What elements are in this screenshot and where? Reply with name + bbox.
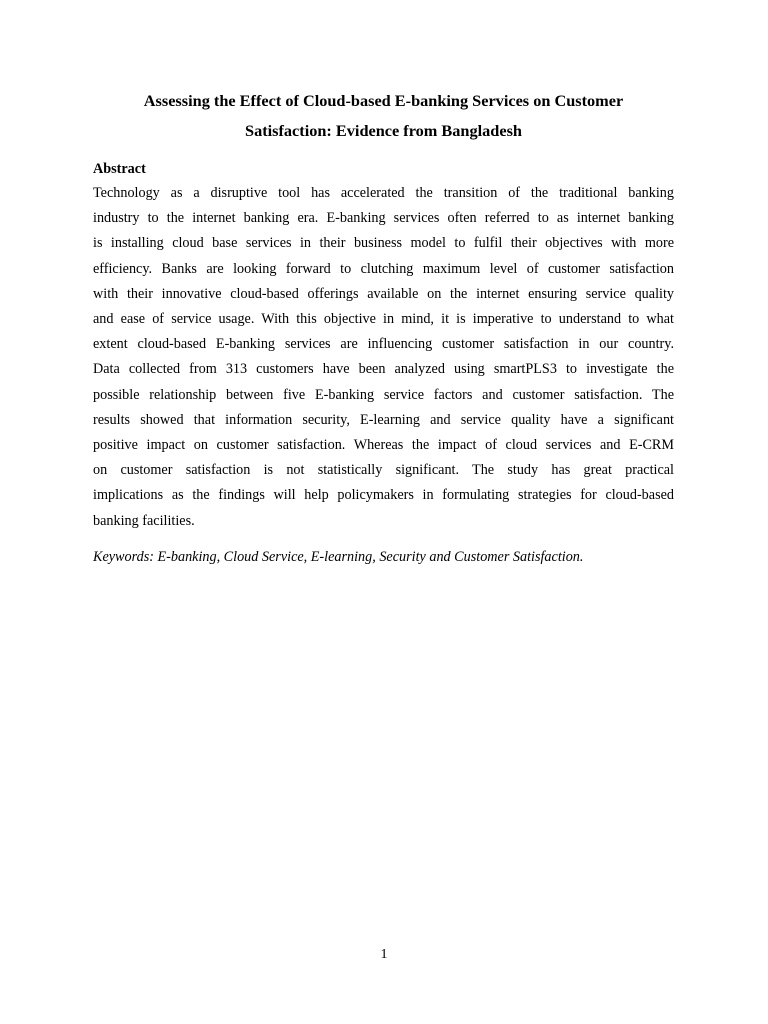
abstract-line: Data collected from 313 customers have been analyzed using smartPLS3 to investigate the (93, 361, 674, 378)
abstract-line: with their innovative cloud-based offerings available on the internet ensuring service quality (93, 285, 674, 302)
abstract-line: extent cloud-based E-banking services are influencing customer satisfaction in our country. (93, 336, 674, 353)
page-number: 1 (380, 947, 388, 962)
abstract-line: on customer satisfaction is not statistically significant. The study has great practical (93, 462, 674, 479)
abstract-line: industry to the internet banking era. E-banking services often referred to as internet banking (93, 210, 674, 227)
keywords: Keywords: E-banking, Cloud Service, E-learning, Security and Customer Satisfaction. (93, 549, 584, 565)
abstract-line: implications as the findings will help policymakers in formulating strategies for cloud-based (93, 487, 674, 504)
title-line: Assessing the Effect of Cloud-based E-banking Services on Customer (143, 91, 624, 110)
abstract-line: banking facilities. (93, 512, 195, 529)
abstract-line: and ease of service usage. With this objective in mind, it is imperative to understand to what (93, 311, 674, 328)
abstract-line: possible relationship between five E-banking service factors and customer satisfaction. The (93, 386, 674, 403)
abstract-heading: Abstract (93, 161, 146, 177)
abstract-line: efficiency. Banks are looking forward to clutching maximum level of customer satisfaction (93, 260, 674, 277)
abstract-body (93, 181, 674, 534)
abstract-line: Technology as a disruptive tool has accelerated the transition of the traditional banking (93, 185, 674, 201)
paper-title (93, 86, 674, 146)
title-line: Satisfaction: Evidence from Bangladesh (245, 121, 522, 140)
abstract-line: positive impact on customer satisfaction. Whereas the impact of cloud services and E-CRM (93, 437, 674, 454)
abstract-line: is installing cloud base services in their business model to fulfil their objectives with more (93, 235, 674, 252)
abstract-line: results showed that information security, E-learning and service quality have a significant (93, 411, 674, 428)
